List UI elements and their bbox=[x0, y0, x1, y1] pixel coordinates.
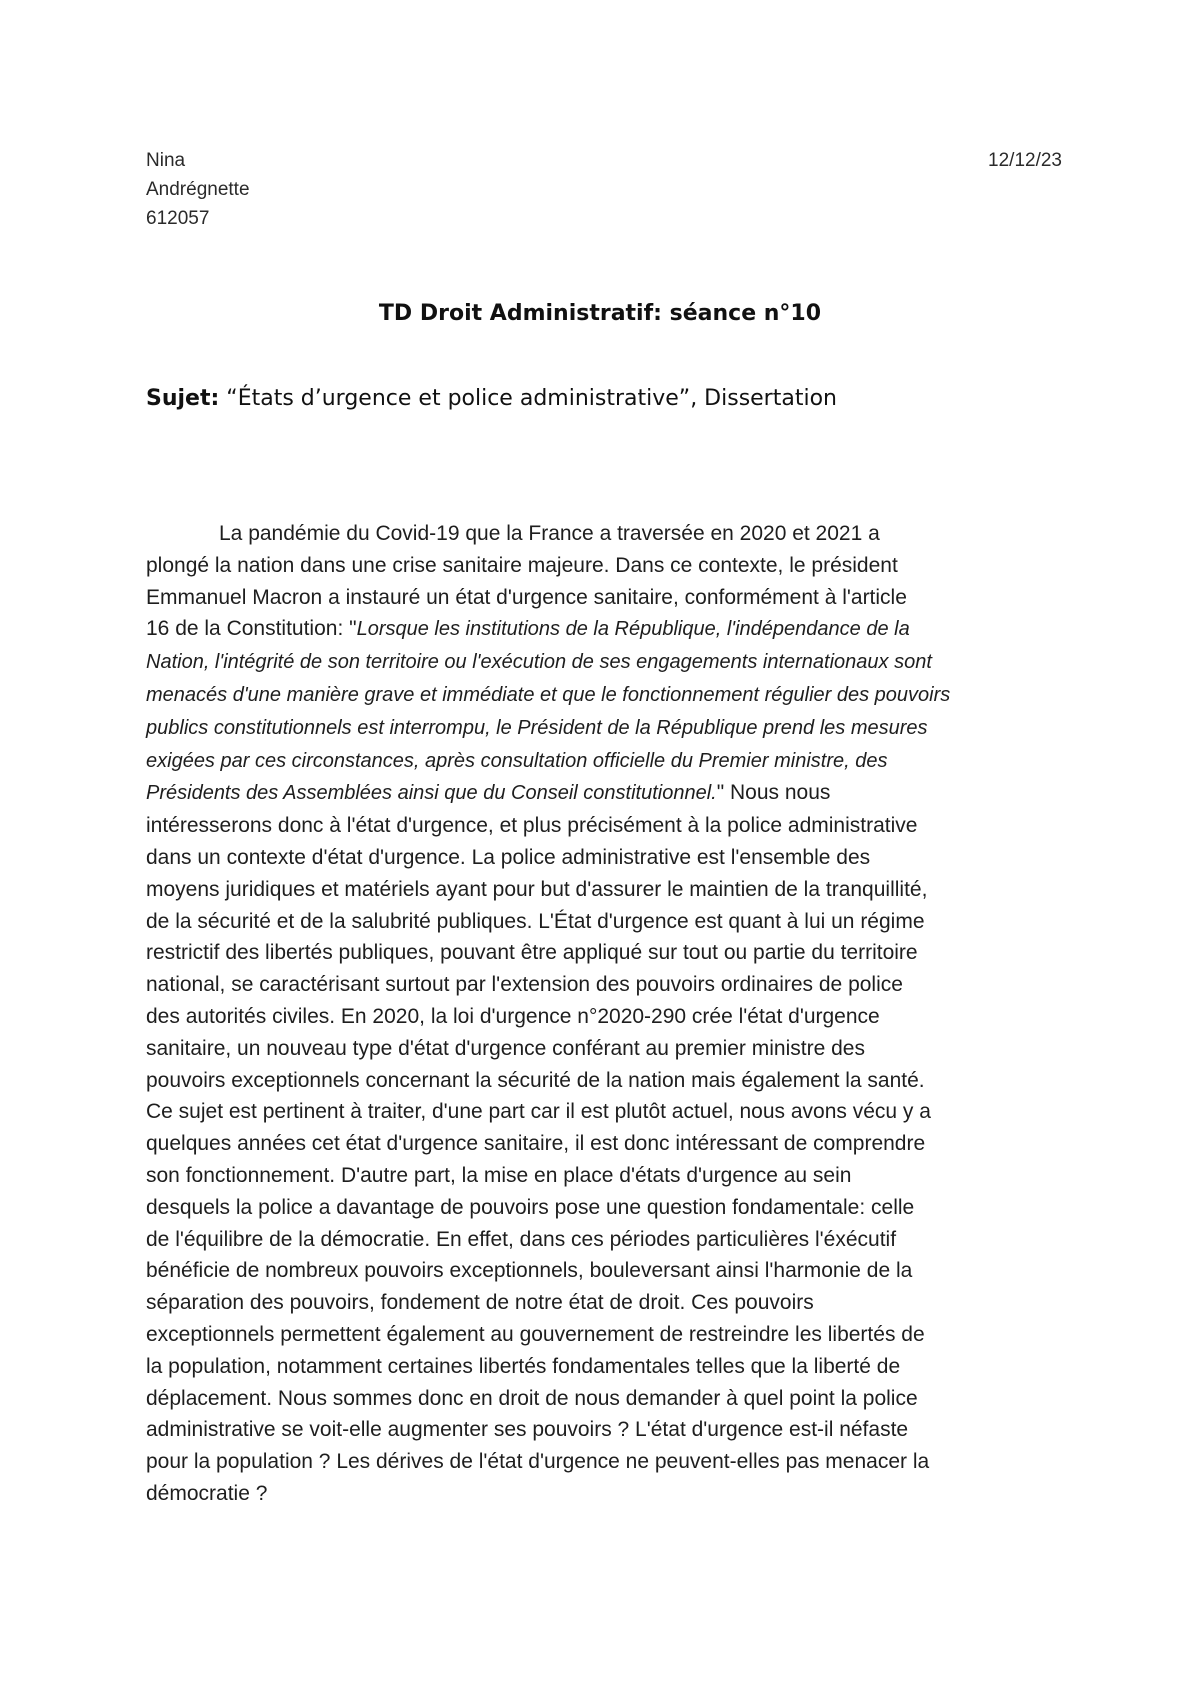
paragraph-line: de l'équilibre de la démocratie. En effet, dans ces périodes particulières l'éxécutif bbox=[146, 1227, 897, 1251]
document-date: 12/12/23 bbox=[988, 150, 1062, 171]
paragraph-line: exceptionnels permettent également au gouvernement de restreindre les libertés de bbox=[146, 1322, 925, 1346]
paragraph-line bbox=[146, 712, 1066, 745]
constitution-quote: Lorsque les institutions de la République, l'indépendance de la bbox=[356, 618, 910, 641]
constitution-quote: exigées par ces circonstances, après consultation officielle du Premier ministre, des bbox=[146, 749, 888, 772]
document-title: TD Droit Administratif: séance n°10 bbox=[378, 301, 822, 326]
paragraph-line bbox=[146, 777, 1066, 810]
paragraph-line: desquels la police a davantage de pouvoirs pose une question fondamentale: celle bbox=[146, 1195, 915, 1219]
paragraph-line bbox=[146, 679, 1066, 712]
paragraph-line: administrative se voit-elle augmenter ses pouvoirs ? L'état d'urgence est-il néfaste bbox=[146, 1418, 909, 1442]
paragraph-line: La pandémie du Covid-19 que la France a traversée en 2020 et 2021 a bbox=[219, 522, 880, 545]
student-id: 612057 bbox=[146, 208, 210, 229]
paragraph-line: national, se caractérisant surtout par l'extension des pouvoirs ordinaires de police bbox=[146, 973, 903, 997]
paragraph-line bbox=[146, 745, 1066, 778]
paragraph-line: dans un contexte d'état d'urgence. La police administrative est l'ensemble des bbox=[146, 845, 871, 869]
paragraph-line: pouvoirs exceptionnels concernant la sécurité de la nation mais également la santé. bbox=[146, 1068, 925, 1092]
paragraph-line: pour la population ? Les dérives de l'état d'urgence ne peuvent-elles pas menacer la bbox=[146, 1450, 930, 1474]
paragraph-line: la population, notamment certaines libertés fondamentales telles que la liberté de bbox=[146, 1354, 901, 1378]
paragraph-line bbox=[146, 613, 1066, 646]
subject-label: Sujet: bbox=[146, 386, 220, 411]
paragraph-line: bénéficie de nombreux pouvoirs exceptionnels, bouleversant ainsi l'harmonie de la bbox=[146, 1259, 913, 1283]
author-block bbox=[146, 146, 250, 233]
paragraph-line: des autorités civiles. En 2020, la loi d'urgence n°2020-290 crée l'état d'urgence bbox=[146, 1004, 880, 1028]
paragraph-line: démocratie ? bbox=[146, 1481, 268, 1505]
constitution-quote: Présidents des Assemblées ainsi que du Conseil constitutionnel. bbox=[146, 782, 717, 805]
paragraph-line: plongé la nation dans une crise sanitaire majeure. Dans ce contexte, le président bbox=[146, 553, 898, 577]
author-first-name: Nina bbox=[146, 150, 186, 171]
author-last-name: Andrégnette bbox=[146, 179, 250, 200]
paragraph-line: son fonctionnement. D'autre part, la mise en place d'états d'urgence au sein bbox=[146, 1163, 852, 1187]
paragraph-line: déplacement. Nous sommes donc en droit de nous demander à quel point la police bbox=[146, 1386, 918, 1410]
constitution-quote: menacés d'une manière grave et immédiate et que le fonctionnement régulier des pouvoirs bbox=[146, 683, 951, 706]
paragraph-line: Ce sujet est pertinent à traiter, d'une part car il est plutôt actuel, nous avons vécu y a bbox=[146, 1100, 931, 1124]
subject-text: “États d’urgence et police administrative”, Dissertation bbox=[226, 386, 837, 411]
paragraph-line: de la sécurité et de la salubrité publiques. L'État d'urgence est quant à lui un régime bbox=[146, 909, 925, 933]
constitution-quote: Nation, l'intégrité de son territoire ou l'exécution de ses engagements internationaux sont bbox=[146, 651, 932, 674]
paragraph-line: intéresserons donc à l'état d'urgence, et plus précisément à la police administrative bbox=[146, 814, 918, 838]
paragraph-line: sanitaire, un nouveau type d'état d'urgence conférant au premier ministre des bbox=[146, 1036, 865, 1060]
paragraph-line: restrictif des libertés publiques, pouvant être appliqué sur tout ou partie du territoire bbox=[146, 941, 918, 965]
paragraph-line: Emmanuel Macron a instauré un état d'urgence sanitaire, conformément à l'article bbox=[146, 585, 907, 609]
paragraph-line: quelques années cet état d'urgence sanitaire, il est donc intéressant de comprendre bbox=[146, 1132, 926, 1156]
paragraph-text: 16 de la Constitution: " bbox=[146, 617, 357, 641]
paragraph-line bbox=[146, 646, 1066, 679]
introduction-paragraph bbox=[146, 518, 1066, 1510]
paragraph-line: moyens juridiques et matériels ayant pour but d'assurer le maintien de la tranquillité, bbox=[146, 877, 928, 901]
subject-line bbox=[146, 382, 837, 416]
paragraph-line: séparation des pouvoirs, fondement de notre état de droit. Ces pouvoirs bbox=[146, 1291, 814, 1315]
constitution-quote: publics constitutionnels est interrompu, le Président de la République prend les mesures bbox=[146, 716, 928, 739]
paragraph-text: " Nous nous bbox=[716, 781, 831, 805]
